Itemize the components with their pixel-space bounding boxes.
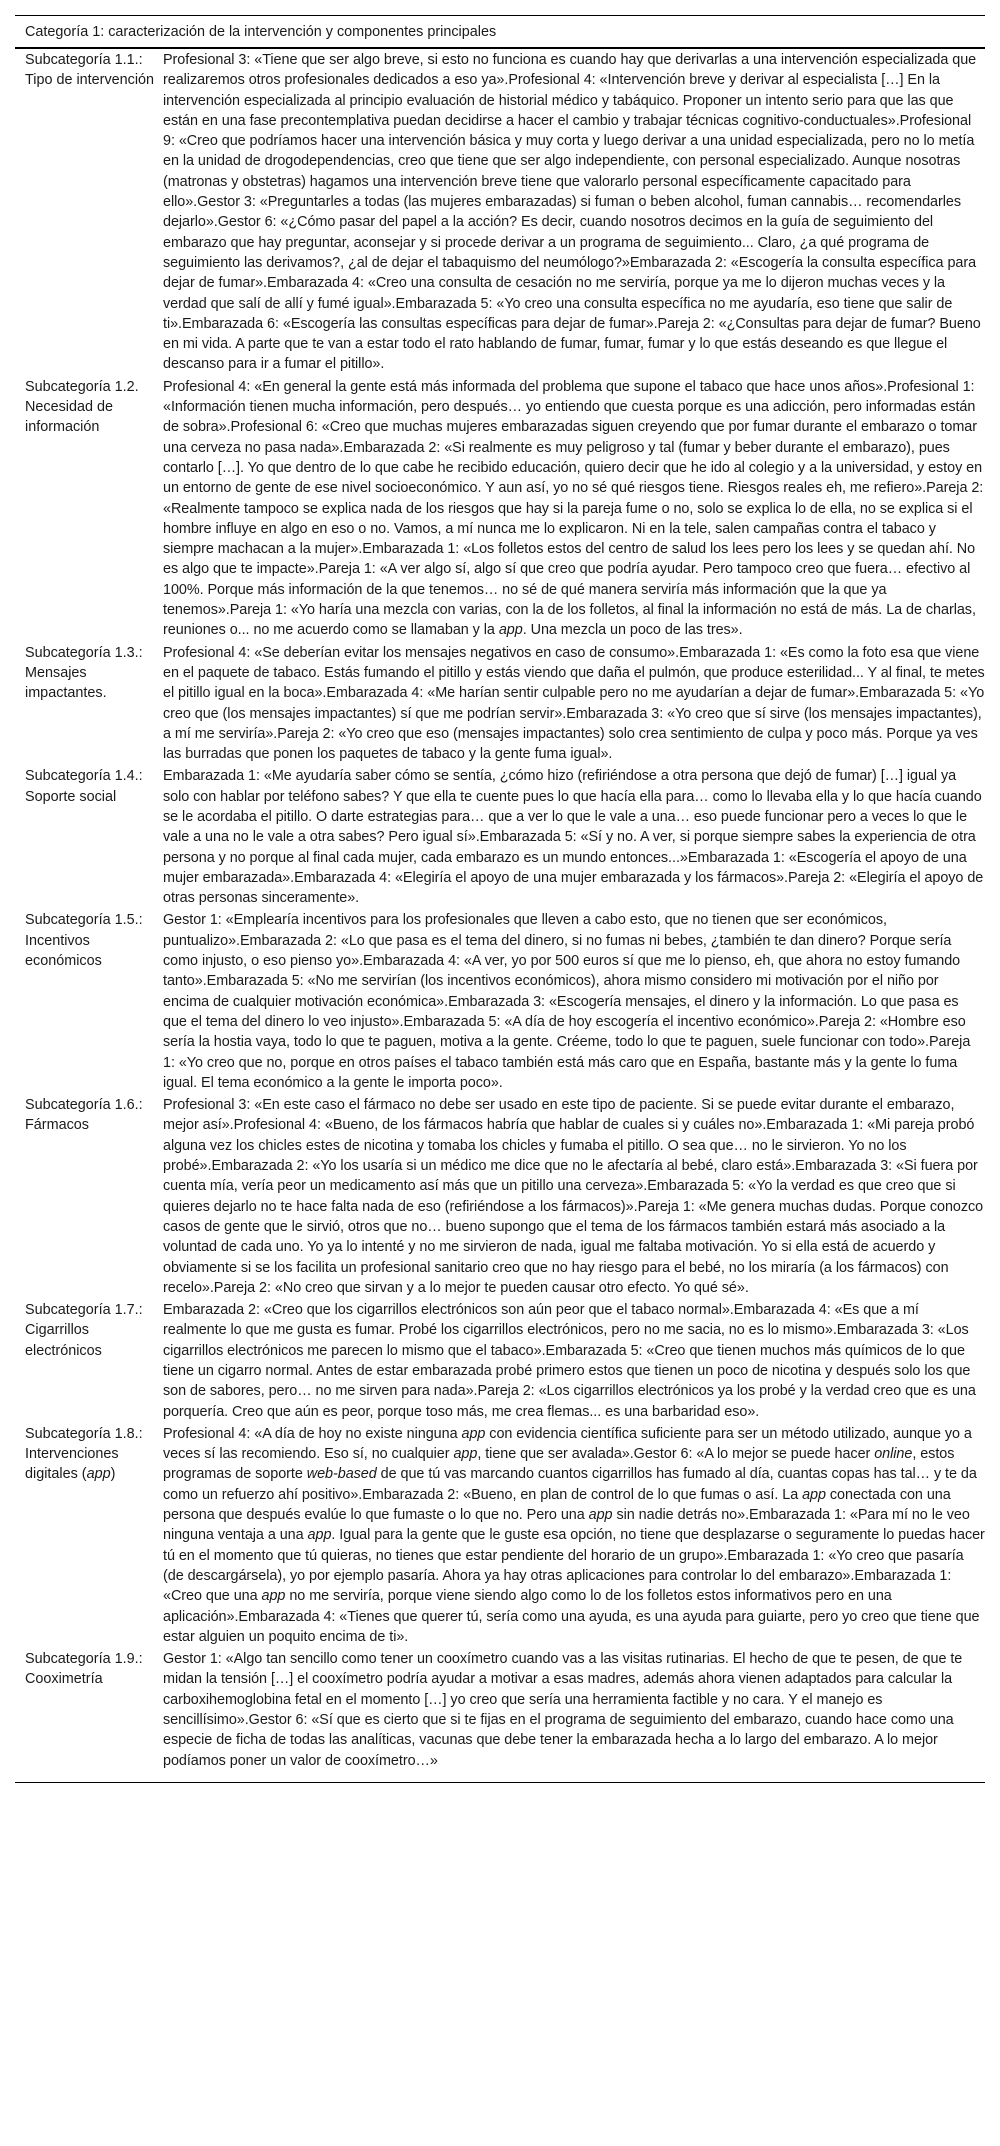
subcategory-label: Subcategoría 1.2. Necesidad de información [25, 378, 139, 436]
table-row-1-8 [15, 1423, 985, 1648]
subcategory-label: Subcategoría 1.4.: Soporte social [25, 768, 143, 805]
subcategory-label: Subcategoría 1.3.: Mensajes impactantes. [25, 644, 143, 702]
table-row-1-5 [15, 909, 985, 1094]
subcategory-label: Subcategoría 1.9.: Cooximetría [25, 1651, 143, 1688]
quotes-text: Embarazada 2: «Creo que los cigarrillos electrónicos son aún peor que el tabaco normal».Embarazada 4: «Es que a mí realmente lo que me gusta es fumar. Probé los cigarrillos electrónicos, pero no me sacia, no es lo mismo».Embarazada 3: «Los cigarrillos electrónicos me parecen lo mismo que el tabaco».Embarazada 5: «Creo que tienen muchos más químicos de lo que tiene un cigarro normal. Antes de estar embarazada probé primero estos que tienen un poco de nicotina y después solo los que son de sabores, pero… no me sirven para nada».Pareja 2: «Los cigarrillos electrónicos ya los probé y la verdad creo que es una porquería. Creo que aún es peor, porque toso más, me crea flemas... es una barbaridad eso». [163, 1302, 976, 1420]
table-row-1-3 [15, 642, 985, 766]
table-row-1-7 [15, 1299, 985, 1423]
quotes-italic-term: app [307, 1527, 332, 1544]
quotes-text-part: , estos programas de soporte [163, 1446, 955, 1483]
quotes-italic-term: app [261, 1588, 286, 1605]
subcategory-label [15, 1424, 163, 1647]
quotes-text-part: . Una mezcla un poco de las tres». [522, 622, 743, 639]
label-italic-term: app [86, 1466, 111, 1483]
quotes-italic-term: app [498, 622, 523, 639]
qualitative-results-table [15, 15, 985, 1783]
quotes-text: Gestor 1: «Emplearía incentivos para los profesionales que lleven a cabo esto, que no tienen que ser económicos, puntualizo».Embarazada 2: «Lo que pasa es el tema del dinero, si no fumas ni bebes, ¿también te dan dinero? Porque sería como injusto, o eso pienso yo».Embarazada 4: «A ver, yo por 500 euros sí que me lo pienso, eh, que ahora no estoy fumando tanto».Embarazada 5: «No me servirían (los incentivos económicos), ahora mismo considero mi motivación por el niño por encima de cualquier motivación económica».Embarazada 3: «Escogería mensajes, el dinero y la información. Lo que pasa es que el tema del dinero lo veo injusto».Embarazada 5: «A día de hoy escogería el incentivo económico».Pareja 2: «Hombre eso sería la hostia vaya, todo lo que te paguen, motiva a la gente. Créeme, todo lo que te paguen, suele funcionar con todo».Pareja 1: «Yo creo que no, porque en otros países el tabaco también está más caro que en España, bastante más y la gente lo fuma igual. El tema económico a la gente le importa poco». [163, 912, 971, 1091]
subcategory-label: Subcategoría 1.6.: Fármacos [25, 1097, 143, 1134]
label-part: ) [110, 1466, 116, 1483]
quotes-text: Profesional 4: «Se deberían evitar los mensajes negativos en caso de consumo».Embarazada 1: «Es como la foto esa que viene en el paquete de tabaco. Estás fumando el pitillo y estás viendo que daña el pulmón, que produce esterilidad... Y al final, te metes el pitillo igual en la boca».Embarazada 4: «Me harían sentir culpable pero no me ayudarían a dejar de fumar».Embarazada 5: «Yo creo que (los mensajes impactantes) sí que me podrían servir».Embarazada 3: «Yo creo que sí sirve (los mensajes impactantes), a mí me serviría».Pareja 2: «Yo creo que eso (mensajes impactantes) solo crea sentimiento de culpa y poco más. Porque ya ves las burradas que ponen los paquetes de tabaco y la gente fuma igual». [163, 644, 985, 763]
subcategory-label: Subcategoría 1.1.: Tipo de intervención [25, 52, 155, 89]
quotes-text-part: , tiene que ser avalada».Gestor 6: «A lo mejor se puede hacer [477, 1446, 875, 1463]
quotes-italic-term: app [588, 1507, 613, 1524]
quotes-italic-term: online [874, 1446, 913, 1463]
quotes-text-part: no me serviría, porque viene siendo algo como lo de los folletos estos informativos pero en una aplicación».Embarazada 4: «Tienes que querer tú, sería como una ayuda, es una ayuda para guiarte, pero yo creo que tiene que estar alguien un poquito encima de ti». [163, 1588, 980, 1645]
table-row-1-2 [15, 376, 985, 642]
quotes-italic-term: app [461, 1425, 486, 1442]
quotes-text-part: con evidencia científica suficiente para ser un método utilizado, aunque yo a veces sí las recomiendo. Eso sí, no cualquier [163, 1425, 972, 1463]
quotes-text-part: Profesional 4: «A día de hoy no existe ninguna [163, 1425, 462, 1442]
quotes-text [163, 377, 985, 641]
quotes-text: Profesional 3: «Tiene que ser algo breve, si esto no funciona es cuando hay que derivarlas a una intervención especializada que realizaremos otros profesionales dedicados a eso ya».Profesional 4: «Intervención breve y derivar al especialista […] En la intervención especializada al principio evaluación de historial médico y tabáquico. Proponer un intento serio para que las que están en una fase precontemplativa puedan decidirse a hacer el cambio y trabajar técnicas cognitivo-conductuales».Profesional 9: «Creo que podríamos hacer una intervención básica y muy corta y luego derivar a una unidad especializada, pero no lo metía en la unidad de drogodependencias, creo que tiene que ser algo independiente, con personal especializado. Aunque nosotras (matronas y obstetras) hagamos una intervención breve tiene que valorarlo personal específicamente capacitado para ello».Gestor 3: «Preguntarles a todas (las mujeres embarazadas) si fuman o beben alcohol, fuman cannabis… recomendarles dejarlo».Gestor 6: «¿Cómo pasar del papel a la acción? Es decir, cuando nosotros decimos en la guía de seguimiento del embarazo que hay preguntar, aconsejar y si procede derivar a un programa de seguimiento... Claro, ¿a qué programa de seguimiento las derivamos?, ¿al de dejar el tabaquismo del neumólogo?»Embarazada 2: «Escogería la consulta específica para dejar de fumar».Embarazada 4: «Creo una consulta de cesación no me serviría, porque ya me lo dijeron muchas veces y la verdad que salí de allí y fumé igual».Embarazada 5: «Yo creo una consulta específica no me ayudaría, eso tiene que salir de ti».Embarazada 6: «Escogería las consultas específicas para dejar de fumar».Pareja 2: «¿Consultas para dejar de fumar? Bueno en mi vida. A parte que te van a estar todo el rato hablando de fumar, fumar, fumar y lo que estás deseando es que llegue el descanso para ir a fumar el pitillo». [163, 52, 981, 373]
quotes-text [163, 1424, 985, 1647]
table-bottom-rule [15, 1782, 985, 1783]
quotes-text: Embarazada 1: «Me ayudaría saber cómo se sentía, ¿cómo hizo (refiriéndose a otra persona que dejó de fumar) […] igual ya solo con hablar por teléfono sabes? Y que ella te cuente pues lo que hacía ella para… como lo llevaba ella y lo que hacía cuando se le acordaba el pitillo. O darte estrategias para… que a ver lo que le vale a una… eso puede funcionar pero a veces lo que le vale a una no le vale a otra sabes? Pero igual sí».Embarazada 5: «Sí y no. A ver, si porque siempre sabes la experiencia de otra persona y no porque al final cada mujer, cada embarazo es un mundo entonces...»Embarazada 1: «Escogería el apoyo de una mujer embarazada».Embarazada 4: «Elegiría el apoyo de una mujer embarazada y los fármacos».Pareja 2: «Elegiría el apoyo de otras personas sinceramente». [163, 768, 984, 907]
quotes-text-part: Profesional 4: «En general la gente está más informada del problema que supone el tabaco que hace unos años».Profesional 1: «Información tienen mucha información, pero después… yo entiendo que cuesta porque es una adicción, pero informadas están de sobra».Profesional 6: «Creo que muchas mujeres embarazadas siguen creyendo que por fumar durante el embarazo o tomar una cerveza no pasa nada».Embarazada 2: «Si realmente es muy peligroso y tal (fumar y beber durante el embarazo), pues contarlo […]. Yo que dentro de lo que cabe he recibido educación, quiero decir que he ido al colegio y a la universidad, y estoy en un entorno de gente de ese nivel socioeconómico. Y aun así, yo no sé qué riesgos tiene. Riesgos reales eh, me refiero».Pareja 2: «Realmente tampoco se explica nada de los riesgos que hay si la pareja fume o no, solo se explica lo de ella, no se explica si el hombre influye en algo en eso o no. Vamos, a mí nunca me lo explicaron. Ni en la tele, salen campañas contra el tabaco y siempre machacan a la mujer».Embarazada 1: «Los folletos estos del centro de salud los lees pero los lees y se quedan ahí. No es algo que te impacte».Pareja 1: «A ver algo sí, algo sí que creo que podría ayudar. Pero tampoco creo que fuera… efectivo al 100%. Porque más información de la que tenemos… no sé de qué manera serviría más información que la que ya tenemos».Pareja 1: «Yo haría una mezcla con varias, con la de los folletos, al final la información no está de más. La de charlas, reuniones o... no me acuerdo como se llamaban y la [163, 378, 984, 639]
quotes-italic-term: web-based [306, 1466, 377, 1483]
quotes-text-part: conectada con una persona que después evalúe lo que fumaste o lo que no. Pero una [163, 1486, 951, 1524]
table-caption: Categoría 1: caracterización de la intervención y componentes principales [25, 24, 497, 40]
table-row-1-9 [15, 1648, 985, 1772]
quotes-italic-term: app [802, 1486, 826, 1503]
quotes-text-part: . Igual para la gente que le guste esa opción, no tiene que desplazarse o seguramente lo puedas hacer tú en el momento que tú quieras, no tienes que estar pendiente del horario de un grupo».Embarazada 1: «Yo creo que pasaría (de descargársela), yo por ejemplo pasaría. Ahora ya hay otras aplicaciones para controlar lo del embarazo».Embarazada 1: «Creo que una [163, 1527, 985, 1605]
quotes-text-part: sin nadie detrás no».Embarazada 1: «Para mí no le veo ninguna ventaja a una [163, 1507, 970, 1544]
quotes-text: Profesional 3: «En este caso el fármaco no debe ser usado en este tipo de paciente. Si se puede evitar durante el embarazo, mejor así».Profesional 4: «Bueno, de los fármacos habría que hablar de cuales si y cuáles no».Embarazada 1: «Mi pareja probó alguna vez los chicles estes de nicotina y tomaba los chicles y fumaba el pitillo. O sea que… no le sirvieron. Yo no los probé».Embarazada 2: «Yo los usaría si un médico me dice que no le afectaría al bebé, claro está».Embarazada 3: «Si fuera por cuenta mía, vería peor un medicamento así más que un pitillo una cerveza».Embarazada 5: «Yo la verdad es que creo que si quieres dejarlo no te hace falta nada de eso (refiriéndose a los fármacos)».Pareja 1: «Me genera muchas dudas. Porque conozco casos de gente que le sirvió, otros que no… bueno supongo que el tema de los fármacos también estará más asociado a la voluntad de cada uno. Yo ya lo intenté y no me sirvieron de nada, igual me faltaba motivación. Yo si ella está de acuerdo y obviamente si se los facilita un profesional sanitario creo que no hay riesgo para el bebé, no los miraría (a los fármacos) con recelo».Pareja 2: «No creo que sirvan y a lo mejor te pueden causar otro efecto. Yo qué sé». [163, 1097, 984, 1296]
subcategory-label: Subcategoría 1.5.: Incentivos económicos [25, 912, 143, 970]
quotes-text: Gestor 1: «Algo tan sencillo como tener un cooxímetro cuando vas a las visitas rutinarias. El hecho de que te pesen, de que te midan la tensión […] el cooxímetro podría ayudar a motivar a esas madres, además ahora vienen adaptados para calcular la carboxihemoglobina fetal en el momento […] yo creo que sería una herramienta factible y no cara. Y el manejo es sencillísimo».Gestor 6: «Sí que es cierto que si te fijas en el programa de seguimiento del embarazo, cuando hace como una especie de ficha de todas las analíticas, vacunas que debe tener la embarazada hecha a lo largo del embarazo. A lo mejor podíamos poner un valor de cooxímetro…» [163, 1651, 963, 1769]
table-row-1-4 [15, 765, 985, 909]
table-row-1-1 [15, 49, 985, 376]
label-part: Subcategoría 1.8.: Intervenciones digitales ( [25, 1425, 143, 1483]
quotes-text-part: de que tú vas marcando cuantos cigarrillos has fumado al día, cuantas copas has tal… y te da como un refuerzo ahí positivo».Embarazada 2: «Bueno, en plan de control de lo que fumas o así. La [163, 1466, 977, 1503]
table-row-1-6 [15, 1094, 985, 1299]
quotes-italic-term: app [453, 1446, 478, 1463]
subcategory-label: Subcategoría 1.7.: Cigarrillos electrónicos [25, 1302, 143, 1359]
